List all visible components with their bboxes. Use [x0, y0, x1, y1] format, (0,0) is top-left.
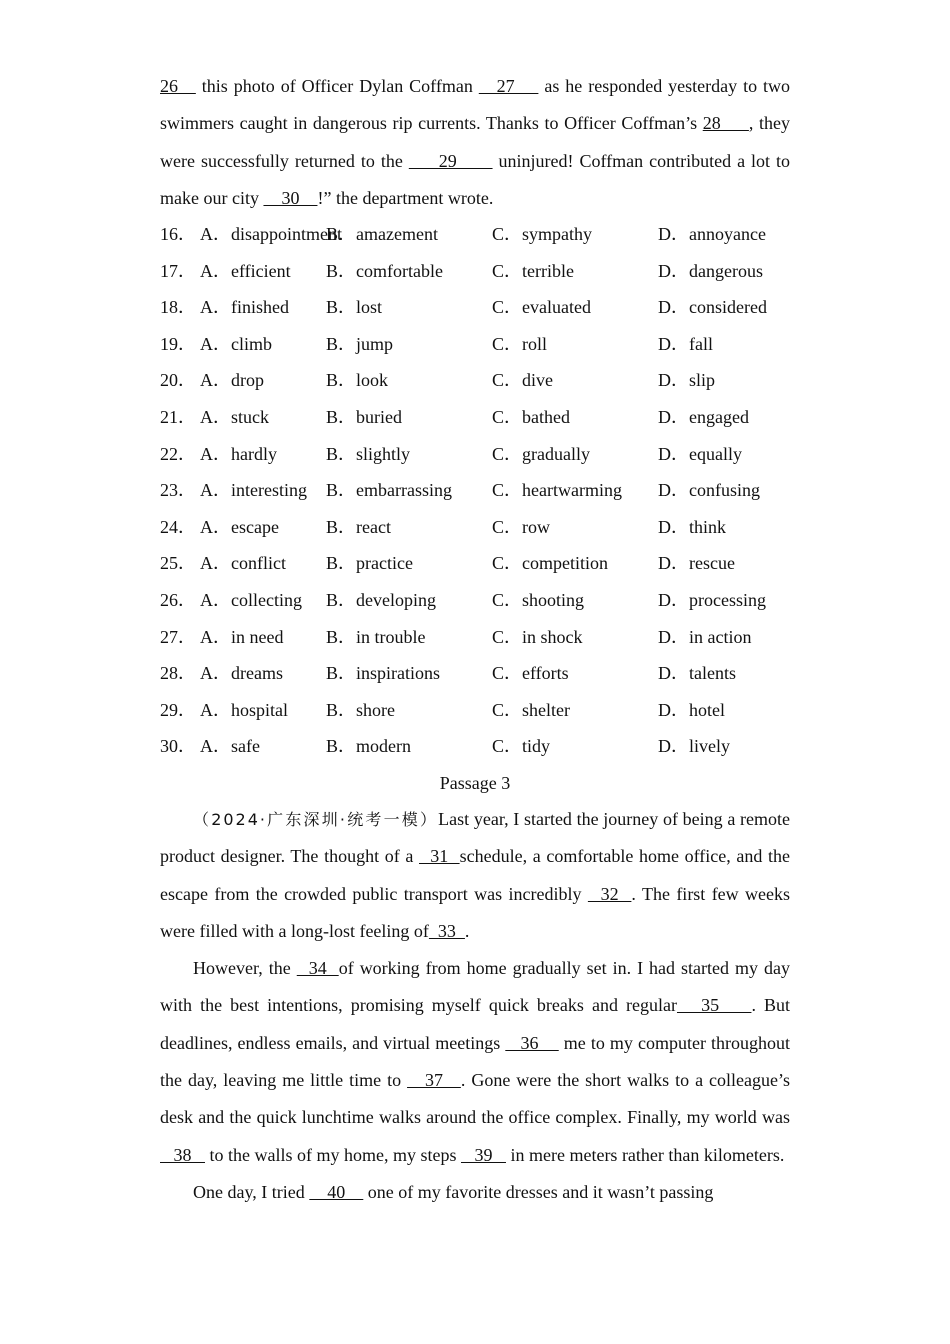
blank-28: 28 [702, 113, 749, 134]
passage-text: in mere meters rather than kilometers. [510, 1144, 785, 1165]
option-b: B．comfortable [326, 260, 443, 281]
blank-40: 40 [309, 1181, 364, 1202]
blank-38: 38 [160, 1144, 205, 1165]
question-row [160, 728, 790, 765]
question-number: 26． [160, 589, 196, 610]
option-b: B．inspirations [326, 663, 441, 684]
question-number: 25． [160, 553, 196, 574]
question-row [160, 692, 790, 729]
passage-text: this photo of Officer Dylan Coffman [201, 76, 473, 96]
question-number: 21． [160, 406, 196, 427]
option-b: B．embarrassing [326, 480, 452, 501]
option-a: A．efficient [200, 260, 291, 281]
question-number: 17． [160, 260, 196, 281]
option-d: D．hotel [658, 699, 725, 720]
passage-title: Passage 3 [439, 772, 511, 793]
question-number: 18． [160, 297, 196, 318]
option-c: C．shelter [492, 699, 570, 720]
option-b: B．in trouble [326, 626, 426, 647]
option-c: C．tidy [492, 736, 551, 757]
option-a: A．collecting [200, 589, 302, 610]
option-c: C．efforts [492, 663, 569, 684]
question-number: 22． [160, 443, 196, 464]
passage-text: . [464, 920, 470, 941]
question-row [160, 326, 790, 363]
option-a: A．hospital [200, 699, 288, 720]
passage-text: as he responded yesterday to two swimmers caught in dangerous rip currents. Thanks to Officer Coffman’s [160, 76, 791, 134]
question-number: 28． [160, 663, 196, 684]
option-d: D．fall [658, 333, 713, 354]
option-d: D．talents [658, 663, 736, 684]
option-a: A．disappointment [200, 224, 342, 244]
option-d: D．lively [658, 736, 730, 757]
passage-text: of working from home gradually set in. I had started my day with the best intentions, promising myself quick breaks and regular [160, 958, 790, 1016]
question-number: 29． [160, 699, 196, 720]
option-a: A．stuck [200, 406, 269, 427]
blank-26: 26 [160, 76, 196, 96]
passage3-paragraph-2 [160, 950, 790, 1174]
option-d: D．slip [658, 370, 716, 391]
option-b: B．modern [326, 736, 411, 757]
option-d: D．rescue [658, 553, 735, 574]
question-number: 19． [160, 333, 196, 354]
option-b: B．slightly [326, 443, 411, 464]
option-a: A．finished [200, 297, 289, 318]
question-number: 20． [160, 370, 196, 391]
option-d: D．considered [658, 297, 767, 318]
option-a: A．conflict [200, 553, 286, 574]
passage-text: uninjured! Coffman contributed a lot to make our city [160, 150, 791, 208]
source-note: （2024·广东深圳·统考一模） [193, 809, 439, 829]
passage-text: . The first few weeks were filled with a long-lost feeling of [160, 883, 791, 941]
option-c: C．gradually [492, 443, 590, 464]
question-number: 24． [160, 516, 196, 537]
option-a: A．climb [200, 333, 272, 354]
question-number: 27． [160, 626, 196, 647]
options-list [160, 216, 790, 765]
option-a: A．hardly [200, 443, 277, 464]
option-a: A．interesting [200, 480, 307, 501]
option-d: D．annoyance [658, 224, 766, 244]
question-row [160, 216, 790, 253]
passage-text: , they were successfully returned to the [160, 113, 791, 171]
option-d: D．equally [658, 443, 742, 464]
option-a: A．escape [200, 516, 279, 537]
passage-text: schedule, a comfortable home office, and the escape from the crowded public transport was incredibly [160, 846, 791, 904]
blank-33: 33 [428, 920, 465, 941]
passage-text: However, the [193, 958, 291, 979]
option-d: D．confusing [658, 480, 760, 501]
option-b: B．jump [326, 333, 394, 354]
option-a: A．safe [200, 736, 260, 757]
option-c: C．heartwarming [492, 480, 622, 501]
option-a: A．drop [200, 370, 264, 391]
option-b: B．react [326, 516, 391, 537]
question-row [160, 509, 790, 546]
option-b: B．amazement [326, 224, 438, 244]
passage-text: !” the department wrote. [317, 187, 494, 208]
question-row [160, 289, 790, 326]
blank-37: 37 [407, 1069, 461, 1090]
passage-text: One day, I tried [193, 1181, 305, 1202]
blank-35: 35 [676, 995, 752, 1016]
question-row [160, 362, 790, 399]
option-c: C．terrible [492, 260, 574, 281]
question-row [160, 399, 790, 436]
passage-text: to the walls of my home, my steps [209, 1144, 457, 1165]
option-d: D．in action [658, 626, 752, 647]
option-c: C．shooting [492, 589, 585, 610]
question-number: 30． [160, 736, 196, 757]
passage3-paragraph-1 [160, 801, 790, 950]
option-c: C．competition [492, 553, 608, 574]
option-c: C．bathed [492, 406, 570, 427]
blank-30: 30 [263, 187, 318, 208]
option-a: A．in need [200, 626, 284, 647]
blank-27: 27 [478, 76, 539, 96]
passage-text: . But deadlines, endless emails, and virtual meetings [160, 995, 791, 1053]
option-d: D．dangerous [658, 260, 763, 281]
passage-text: Last year, I started the journey of being a remote product designer. The thought of a [160, 808, 790, 867]
question-row [160, 472, 790, 509]
question-row [160, 655, 790, 692]
question-row [160, 253, 790, 290]
option-c: C．roll [492, 333, 548, 354]
passage-text: one of my favorite dresses and it wasn’t passing [367, 1181, 714, 1202]
option-b: B．buried [326, 406, 402, 427]
question-row [160, 545, 790, 582]
option-a: A．dreams [200, 663, 283, 684]
option-c: C．in shock [492, 626, 583, 647]
passage3-paragraph-3 [160, 1174, 790, 1211]
option-c: C．evaluated [492, 297, 591, 318]
question-row [160, 436, 790, 473]
blank-36: 36 [505, 1032, 559, 1053]
blank-32: 32 [587, 883, 632, 904]
question-number: 23． [160, 480, 196, 501]
blank-31: 31 [419, 846, 460, 867]
option-b: B．shore [326, 699, 395, 720]
passage-text: me to my computer throughout the day, leaving me little time to [160, 1032, 791, 1090]
option-b: B．lost [326, 297, 383, 318]
option-d: D．think [658, 516, 727, 537]
option-d: D．processing [658, 589, 766, 610]
question-row [160, 619, 790, 656]
option-d: D．engaged [658, 406, 749, 427]
blank-39: 39 [460, 1144, 506, 1165]
option-b: B．look [326, 370, 389, 391]
question-row [160, 582, 790, 619]
option-c: C．dive [492, 370, 553, 391]
passage-text: . Gone were the short walks to a colleague’s desk and the quick lunchtime walks around the office complex. Finally, my world was [160, 1069, 790, 1128]
question-number: 16． [160, 224, 196, 244]
option-c: C．row [492, 516, 550, 537]
option-b: B．practice [326, 553, 413, 574]
blank-34: 34 [296, 958, 339, 979]
passage2-ending-paragraph [160, 68, 790, 217]
document-page [160, 68, 790, 1211]
blank-29: 29 [408, 150, 493, 171]
option-c: C．sympathy [492, 224, 593, 244]
option-b: B．developing [326, 589, 436, 610]
